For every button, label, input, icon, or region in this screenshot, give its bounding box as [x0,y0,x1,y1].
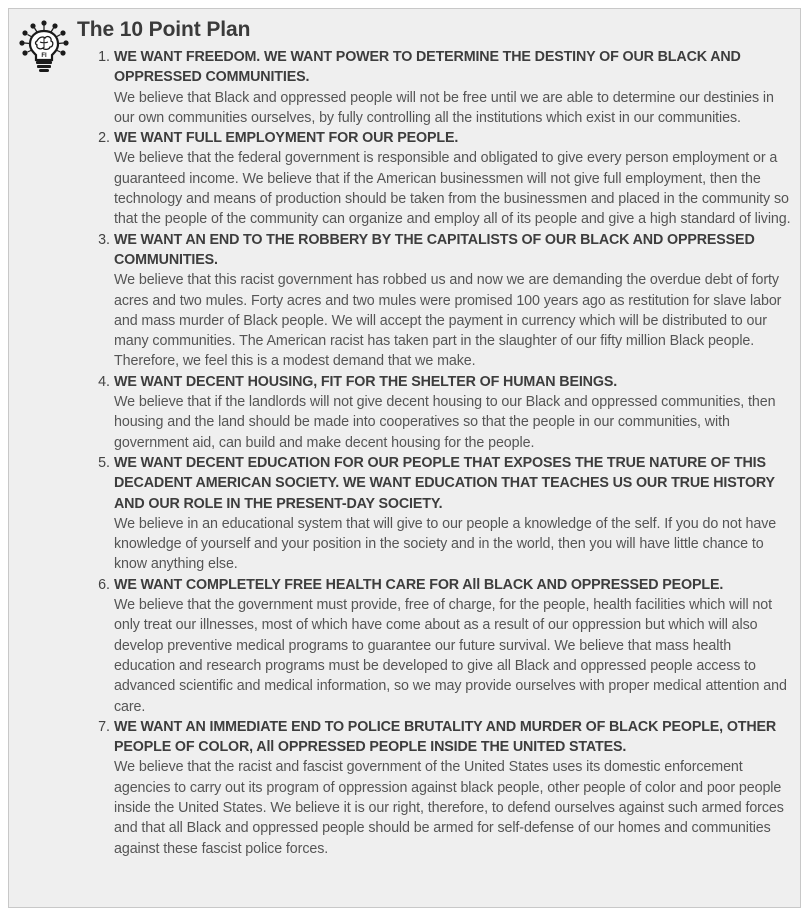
point-body: We believe that the federal government is responsible and obligated to give every person employment or a guaranteed income. We believe that if the American businessmen will not give full employment, then the technology and means of production should be taken from the businessmen and placed in the community so that the people of the community can organize and employ all of its people and give a high standard of living. [114,150,791,228]
point-heading: 7. WE WANT AN IMMEDIATE END TO POLICE BRUTALITY AND MURDER OF BLACK PEOPLE, OTHER PEOPLE OF COLOR, All OPPRESSED PEOPLE INSIDE THE UNITED STATES. [114,718,777,756]
list-item [114,717,792,859]
content-panel [8,8,801,908]
list-item [114,372,792,453]
point-heading: 6. WE WANT COMPLETELY FREE HEALTH CARE FOR All BLACK AND OPPRESSED PEOPLE. [114,576,724,593]
point-body: We believe that the government must provide, free of charge, for the people, health facilities which will not only treat our illnesses, most of which have come about as a result of our oppression but which will also develop preventive medical programs to guarantee our future survival. We believe that mass health education and research programs must be developed to give all Black and oppressed people access to advanced scientific and medical information, so we may provide ourselves with proper medical attention and care. [114,597,787,715]
point-list [9,47,792,859]
point-body: We believe that Black and oppressed people will not be free until we are able to determine our destinies in our own communities ourselves, by fully controlling all the institutions which exist in our communities. [114,89,774,126]
point-body: We believe that this racist government has robbed us and now we are demanding the overdue debt of forty acres and two mules. Forty acres and two mules were promised 100 years ago as restitution for slave labor and mass murder of Black people. We will accept the payment in currency which will be distributed to our many communities. The American racist has taken part in the slaughter of our fifty million Black people. Therefore, we feel this is a modest demand that we make. [114,272,782,370]
point-body: We believe in an educational system that will give to our people a knowledge of the self. If you do not have knowledge of yourself and your position in the society and in the world, then you will have little chance to know anything else. [114,515,777,573]
list-item [114,47,792,128]
list-item [114,230,792,372]
point-heading: 1. WE WANT FREEDOM. WE WANT POWER TO DETERMINE THE DESTINY OF OUR BLACK AND OPPRESSED COMMUNITIES. [114,49,741,86]
list-item [114,575,792,717]
point-body: We believe that the racist and fascist government of the United States uses its domestic enforcement agencies to carry out its program of oppression against black people, other people of color and poor people inside the United States. We believe it is our right, therefore, to defend ourselves against such armed forces and that all Black and oppressed people should be armed for self-defense of our homes and communities against these fascist police forces. [114,759,784,857]
point-body: We believe that if the landlords will not give decent housing to our Black and oppressed communities, then housing and the land should be made into cooperatives so that the people in our communities, with government aid, can build and make decent housing for the people. [114,394,776,451]
point-heading: 3. WE WANT AN END TO THE ROBBERY BY THE CAPITALISTS OF OUR BLACK AND OPPRESSED COMMUNITIES. [114,231,755,268]
page-title: The 10 Point Plan [77,18,251,41]
point-heading: 5. WE WANT DECENT EDUCATION FOR OUR PEOPLE THAT EXPOSES THE TRUE NATURE OF THIS DECADENT AMERICAN SOCIETY. WE WANT EDUCATION THAT TEACHES US OUR TRUE HISTORY AND OUR ROLE IN THE PRESENT-DAY SOCIETY. [114,454,775,512]
point-heading: 4. WE WANT DECENT HOUSING, FIT FOR THE SHELTER OF HUMAN BEINGS. [114,373,618,390]
svg-text:FI: FI [41,53,47,59]
point-heading: 2. WE WANT FULL EMPLOYMENT FOR OUR PEOPLE. [114,130,459,147]
list-item [114,453,792,575]
list-item [114,128,792,229]
